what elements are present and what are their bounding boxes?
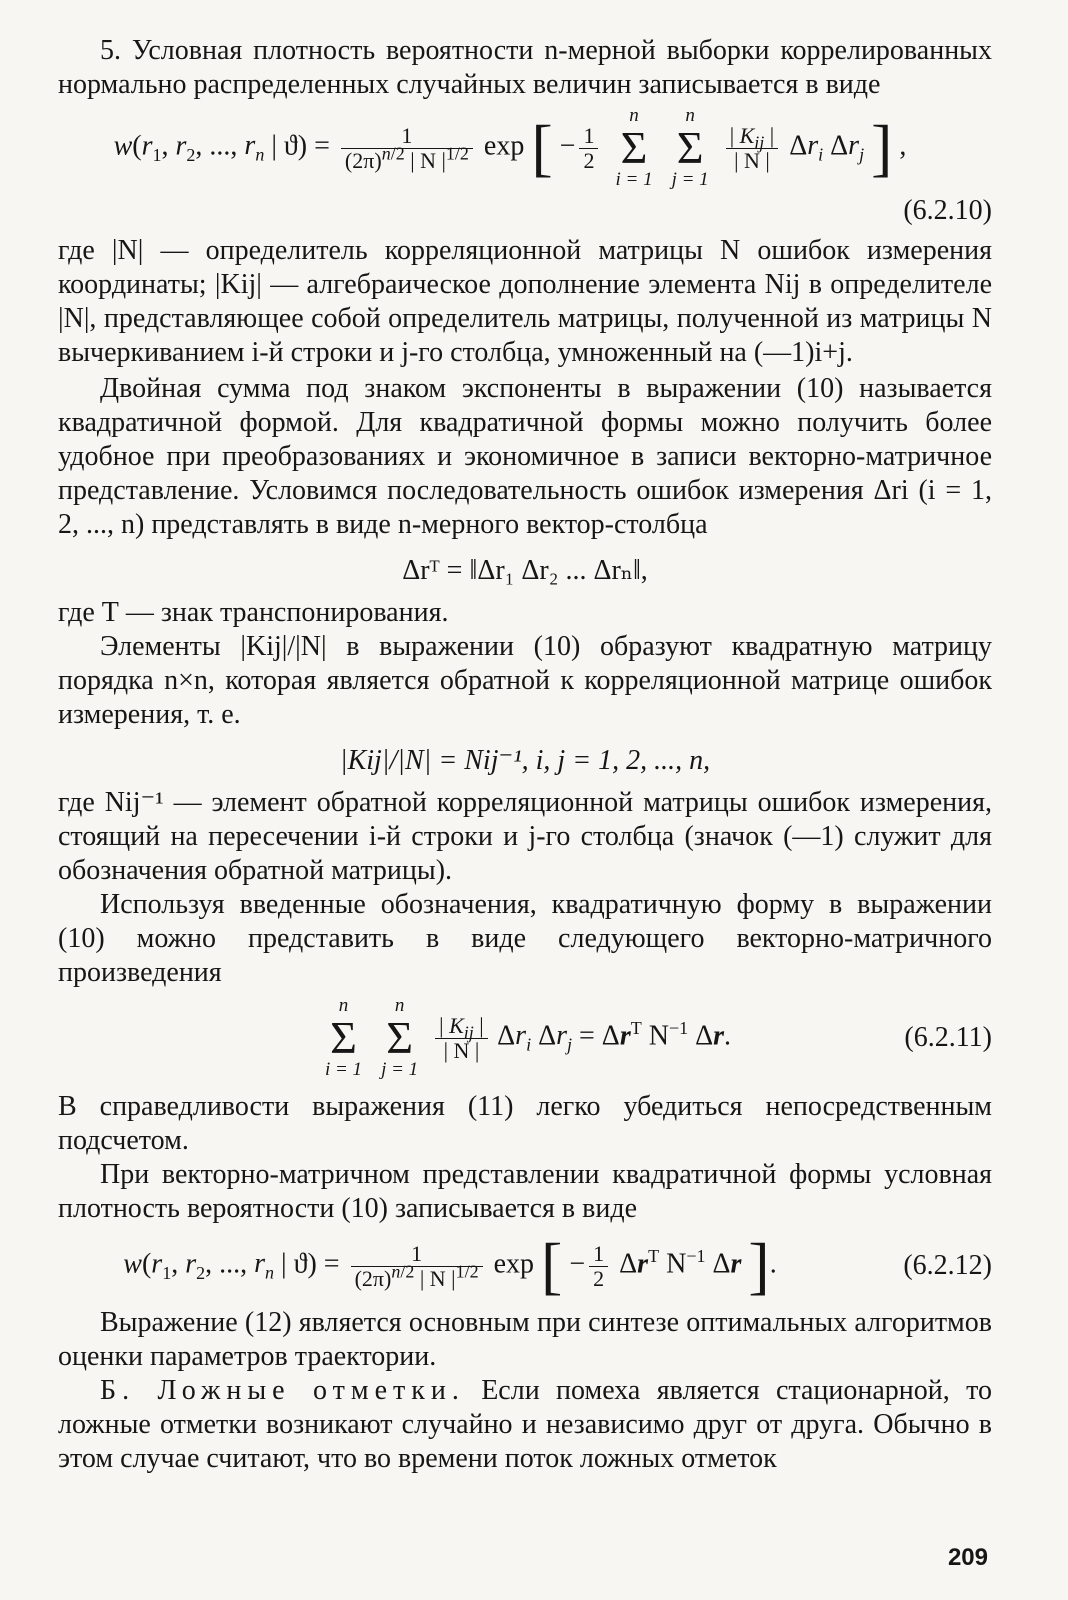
equation-6-2-12: $w(r_1$, $r_2$, ..., $r_n$ | ϑ) = $\frac{1}{(2\pi)^{n/2} | N |^{1/2}}$ exp [ − $\frac{1}{2}$ $\Delta r^T$ $N^{-1}$ Δr ]. (6.2.12) (123, 1230, 992, 1301)
paragraph-11-body: Если помеха является стационарной, то ложные отметки возникают случайно и независимо друг от друга. Обычно в этом случае считают, что во времени поток ложных отметок (58, 1375, 992, 1474)
equation-6-2-11: n Σ i = 1 n Σ j = 1 $\frac{| K_{ij} |}{| N |}$ $\Delta r_i$ $\Delta r_j = \Delta r^T$ $N^{-1}$ Δr. (6.2.11) (324, 995, 992, 1080)
equation-6-2-10: $w(r_1$, $r_2$, ..., $r_n$ | ϑ) = $\frac{1}{(2\pi)^{n/2} | N |^{1/2}}$ exp [ − $\frac{1}{2}$ n Σ i = 1 n Σ j = 1 $\frac{| K_{ij} |}{| N |}$ $\Delta r_i$ $\Delta r_j$ ] , (6.2.10) (113, 105, 992, 226)
equation-number: (6.2.11) (904, 1022, 992, 1053)
equation-number: (6.2.10) (903, 195, 992, 226)
paragraph-1: 5. Условная плотность вероятности n-мерной выборки коррелированных нормально распределенных случайных величин записывается в виде (58, 35, 992, 100)
vector-equation-text: Δrᵀ = ‖Δr₁ Δr₂ ... Δrₙ‖, (402, 555, 648, 586)
paragraph-4: где Т — знак транспонирования. (58, 597, 449, 628)
paragraph-5: Элементы |Kij|/|N| в выражении (10) образуют квадратную матрицу порядка n×n, которая является обратной к корреляционной матрице ошибок измерения, т. е. (58, 631, 992, 730)
paragraph-11 (58, 1374, 992, 1476)
paragraph-9: При векторно-матричном представлении квадратичной формы условная плотность вероятности (10) записывается в виде (58, 1159, 992, 1224)
equation-vector (58, 554, 992, 588)
paragraph-3: Двойная сумма под знаком экспоненты в выражении (10) называется квадратичной формой. Для квадратичной формы можно получить более удобное при преобразованиях и экономичное в записи векторно-матричное представление. Условимся последовательность ошибок измерения Δri (i = 1, 2, ..., n) представлять в виде n-мерного вектор-столбца (58, 373, 992, 540)
paragraph-10: Выражение (12) является основным при синтезе оптимальных алгоритмов оценки параметров траектории. (58, 1307, 992, 1372)
inverse-equation-text: |Kij|/|N| = Nij⁻¹, i, j = 1, 2, ..., n, (339, 745, 711, 776)
equation-number: (6.2.12) (903, 1250, 992, 1281)
section-heading: Б. Ложные отметки. (100, 1375, 465, 1406)
paragraph-2: где |N| — определитель корреляционной матрицы N ошибок измерения координаты; |Kij| — алгебраическое дополнение элемента Nij в определителе |N|, представляющее собой определитель матрицы, полученной из матрицы N вычеркиванием i-й строки и j-го столбца, умноженный на (—1)i+j. (58, 235, 992, 368)
paragraph-8: В справедливости выражения (11) легко убедиться непосредственным подсчетом. (58, 1091, 992, 1156)
equation-inverse (58, 744, 992, 778)
paragraph-6: где Nij⁻¹ — элемент обратной корреляционной матрицы ошибок измерения, стоящий на пересечении i-й строки и j-го столбца (значок (—1) служит для обозначения обратной матрицы). (58, 787, 992, 886)
page-number: 209 (947, 1544, 988, 1571)
paragraph-7: Используя введенные обозначения, квадратичную форму в выражении (10) можно представить в виде следующего векторно-матричного произведения (58, 889, 992, 988)
